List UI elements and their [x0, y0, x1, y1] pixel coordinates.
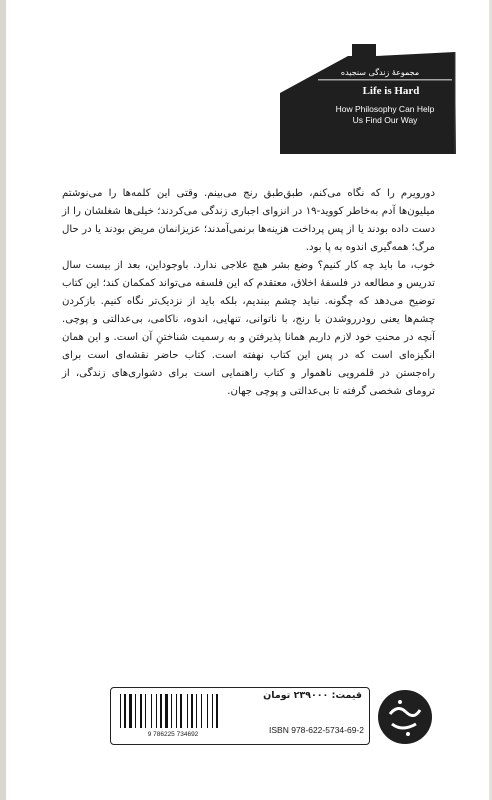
barcode-bar: [180, 694, 182, 728]
house-stripe: [318, 79, 452, 81]
barcode-bar: [176, 694, 177, 728]
blurb-text: [62, 185, 435, 401]
barcode-bar: [207, 694, 208, 728]
house-shape: [280, 44, 456, 154]
english-title: Life is Hard: [362, 85, 420, 97]
barcode-bar: [187, 694, 188, 728]
barcode-bar: [201, 694, 202, 728]
isbn-label: ISBN 978-622-5734-69-2: [269, 725, 364, 735]
barcode-bar: [151, 694, 152, 728]
barcode-bar: [191, 694, 193, 728]
barcode-bar: [156, 694, 157, 728]
barcode-bar: [212, 694, 213, 728]
series-label: مجموعهٔ زندگی سنجیده: [340, 68, 420, 77]
barcode-number: 9 786225 734692: [147, 731, 199, 738]
barcode-bar: [129, 694, 132, 728]
barcode-bar: [165, 694, 168, 728]
barcode-bar: [216, 694, 218, 728]
barcode-bar: [160, 694, 162, 728]
subtitle-line-1: How Philosophy Can Help: [335, 104, 435, 114]
barcode-bar: [140, 694, 142, 728]
publisher-logo: [376, 688, 434, 746]
barcode-bar: [171, 694, 172, 728]
blurb-paragraph-2: خوب، ما باید چه کار کنیم؟ وضع بشر هیچ علاجی ندارد. باوجوداین، بعد از بیست سال تدریس و مطالعه در فلسفهٔ اخلاق، معتقدم که این فلسفه می‌تواند کمکمان کند؛ این کتاب توضیح می‌دهد که چگونه. نباید چشم ببندیم، بلکه باید از نزدیک‌تر نگاه کنیم. بازکردن چشم‌ها یعنی رودررو‌شدن با رنج، با ناتوانی، تنهایی، اندوه، ناکامی، بی‌عدالتی و پوچی. آنچه در محنتِ خود لازم داریم همانا پذیرفتن و به رسمیت شناختنِ آن است. و این همان انگیزه‌ای است که در پس این کتاب نهفته است. کتاب حاضر نقشه‌ای است برای راه‌جستن در قلمرویی ناهموار و کتاب راهنمایی است برای دشواری‌های زندگی، از ترومای شخصی گرفته تا بی‌عدالتی و پوچی جهان.: [62, 260, 435, 397]
subtitle-line-2: Us Find Our Way: [352, 115, 418, 125]
barcode-bar: [120, 694, 121, 728]
barcode-bar: [196, 694, 197, 728]
barcode-bar: [135, 694, 136, 728]
price-label: قیمت: ۲۳۹۰۰۰ تومان: [263, 690, 362, 701]
barcode-icon: [114, 692, 232, 738]
barcode-bar: [145, 694, 146, 728]
barcode-bar: [124, 694, 126, 728]
english-subtitle: [318, 104, 452, 126]
blurb-paragraph-1: دورویرم را که نگاه می‌کنم، طبق‌طبق رنج می‌بینم. وقتی این کلمه‌ها را می‌نوشتم میلیون‌ها آدم به‌خاطر کووید-۱۹ در انزوای اجباری زندگی می‌کردند؛ خیلی‌ها شغلشان را از دست داده بودند یا از پس پرداخت هزینه‌ها برنمی‌آمدند؛ عزیزانمان مریض بودند یا در حال مرگ؛ همه‌گیری اندوه به پا بود.: [62, 188, 435, 253]
